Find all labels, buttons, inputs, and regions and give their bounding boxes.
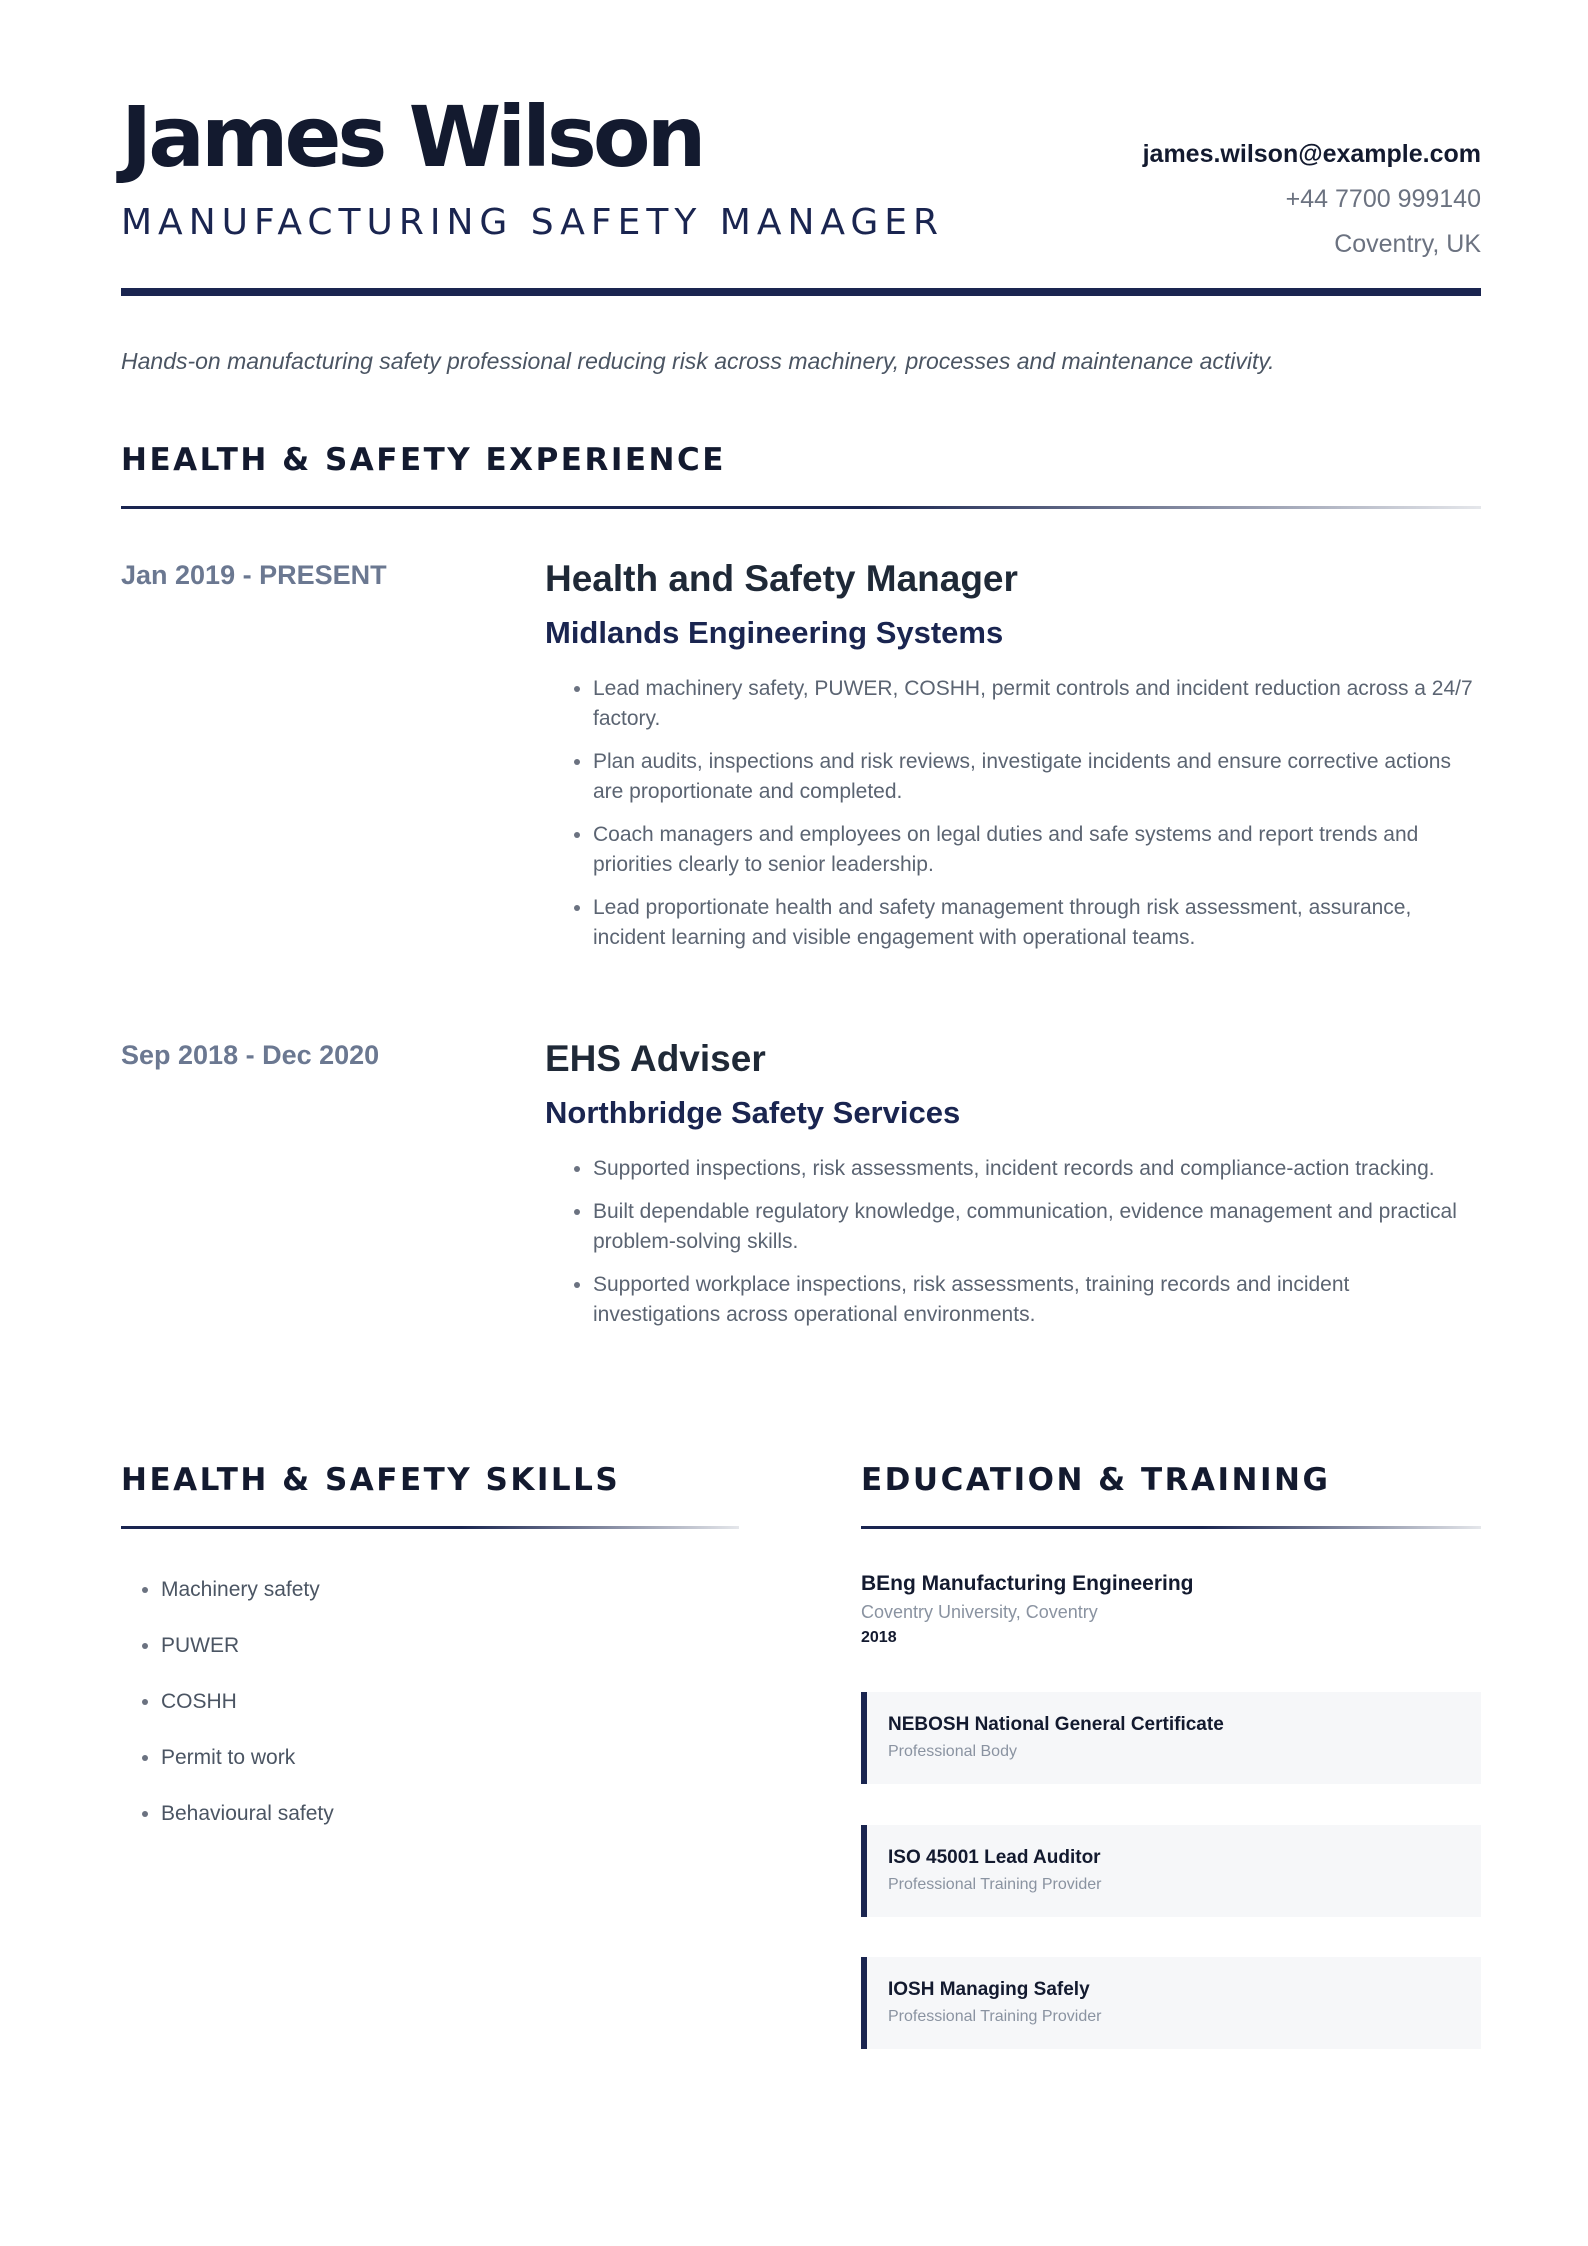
job-bullets (545, 674, 1481, 953)
certification-name: IOSH Managing Safely (888, 1979, 1090, 2000)
experience-heading: HEALTH & SAFETY EXPERIENCE (121, 442, 726, 478)
contact-block (1143, 132, 1481, 267)
job-body (545, 560, 1481, 966)
skills-heading: HEALTH & SAFETY SKILLS (121, 1462, 621, 1498)
job-bullets (545, 1154, 1481, 1330)
job-bullet: • Coach managers and employees on legal duties and safe systems and report trends and priorities clearly to senior leadership. (593, 820, 1481, 880)
contact-email[interactable]: james.wilson@example.com (1142, 140, 1481, 168)
job-body (545, 1040, 1481, 1343)
contact-location: Coventry, UK (1334, 230, 1481, 258)
experience-divider (121, 506, 1481, 509)
skill-item: • COSHH (161, 1674, 334, 1730)
job-bullet: • Lead machinery safety, PUWER, COSHH, permit controls and incident reduction across a 24/7 factory. (593, 674, 1481, 734)
certification-card (861, 1957, 1481, 2049)
education-heading: EDUCATION & TRAINING (861, 1462, 1331, 1498)
degree-name: BEng Manufacturing Engineering (861, 1572, 1194, 1595)
job-company: Northbridge Safety Services (545, 1095, 961, 1130)
job-company: Midlands Engineering Systems (545, 615, 1004, 650)
certification-name: ISO 45001 Lead Auditor (888, 1847, 1101, 1868)
skill-item: • Machinery safety (161, 1562, 334, 1618)
skills-divider (121, 1526, 739, 1529)
certification-body: Professional Training Provider (888, 1876, 1102, 1893)
degree-entry (861, 1572, 1481, 1647)
skill-item: • Permit to work (161, 1730, 334, 1786)
job-dates: Sep 2018 - Dec 2020 (121, 1040, 380, 1070)
profile-summary: Hands-on manufacturing safety professional reducing risk across machinery, processes and maintenance activity. (121, 348, 1275, 374)
job-bullet: • Lead proportionate health and safety management through risk assessment, assurance, incident learning and visible engagement with operational teams. (593, 893, 1481, 953)
job-bullet: • Built dependable regulatory knowledge, communication, evidence management and practical problem-solving skills. (593, 1197, 1481, 1257)
candidate-role: MANUFACTURING SAFETY MANAGER (121, 202, 945, 243)
job-bullet: • Plan audits, inspections and risk reviews, investigate incidents and ensure corrective actions are proportionate and completed. (593, 747, 1481, 807)
resume-page (121, 0, 1481, 2246)
skills-list (121, 1562, 334, 1842)
job-title: EHS Adviser (545, 1038, 766, 1079)
contact-phone[interactable]: +44 7700 999140 (1285, 185, 1481, 213)
job-title: Health and Safety Manager (545, 558, 1018, 599)
header-divider (121, 288, 1481, 296)
certification-card (861, 1825, 1481, 1917)
degree-year: 2018 (861, 1629, 897, 1646)
skill-item: • PUWER (161, 1618, 334, 1674)
certification-name: NEBOSH National General Certificate (888, 1714, 1224, 1735)
skill-item: • Behavioural safety (161, 1786, 334, 1842)
job-bullet: • Supported workplace inspections, risk assessments, training records and incident investigations across operational environments. (593, 1270, 1481, 1330)
job-bullet: • Supported inspections, risk assessments, incident records and compliance-action tracking. (593, 1154, 1481, 1184)
certification-body: Professional Training Provider (888, 2008, 1102, 2025)
education-divider (861, 1526, 1481, 1529)
candidate-name: James Wilson (121, 88, 703, 186)
certification-card (861, 1692, 1481, 1784)
certification-body: Professional Body (888, 1743, 1017, 1760)
job-dates: Jan 2019 - PRESENT (121, 560, 387, 590)
degree-institution: Coventry University, Coventry (861, 1602, 1098, 1622)
